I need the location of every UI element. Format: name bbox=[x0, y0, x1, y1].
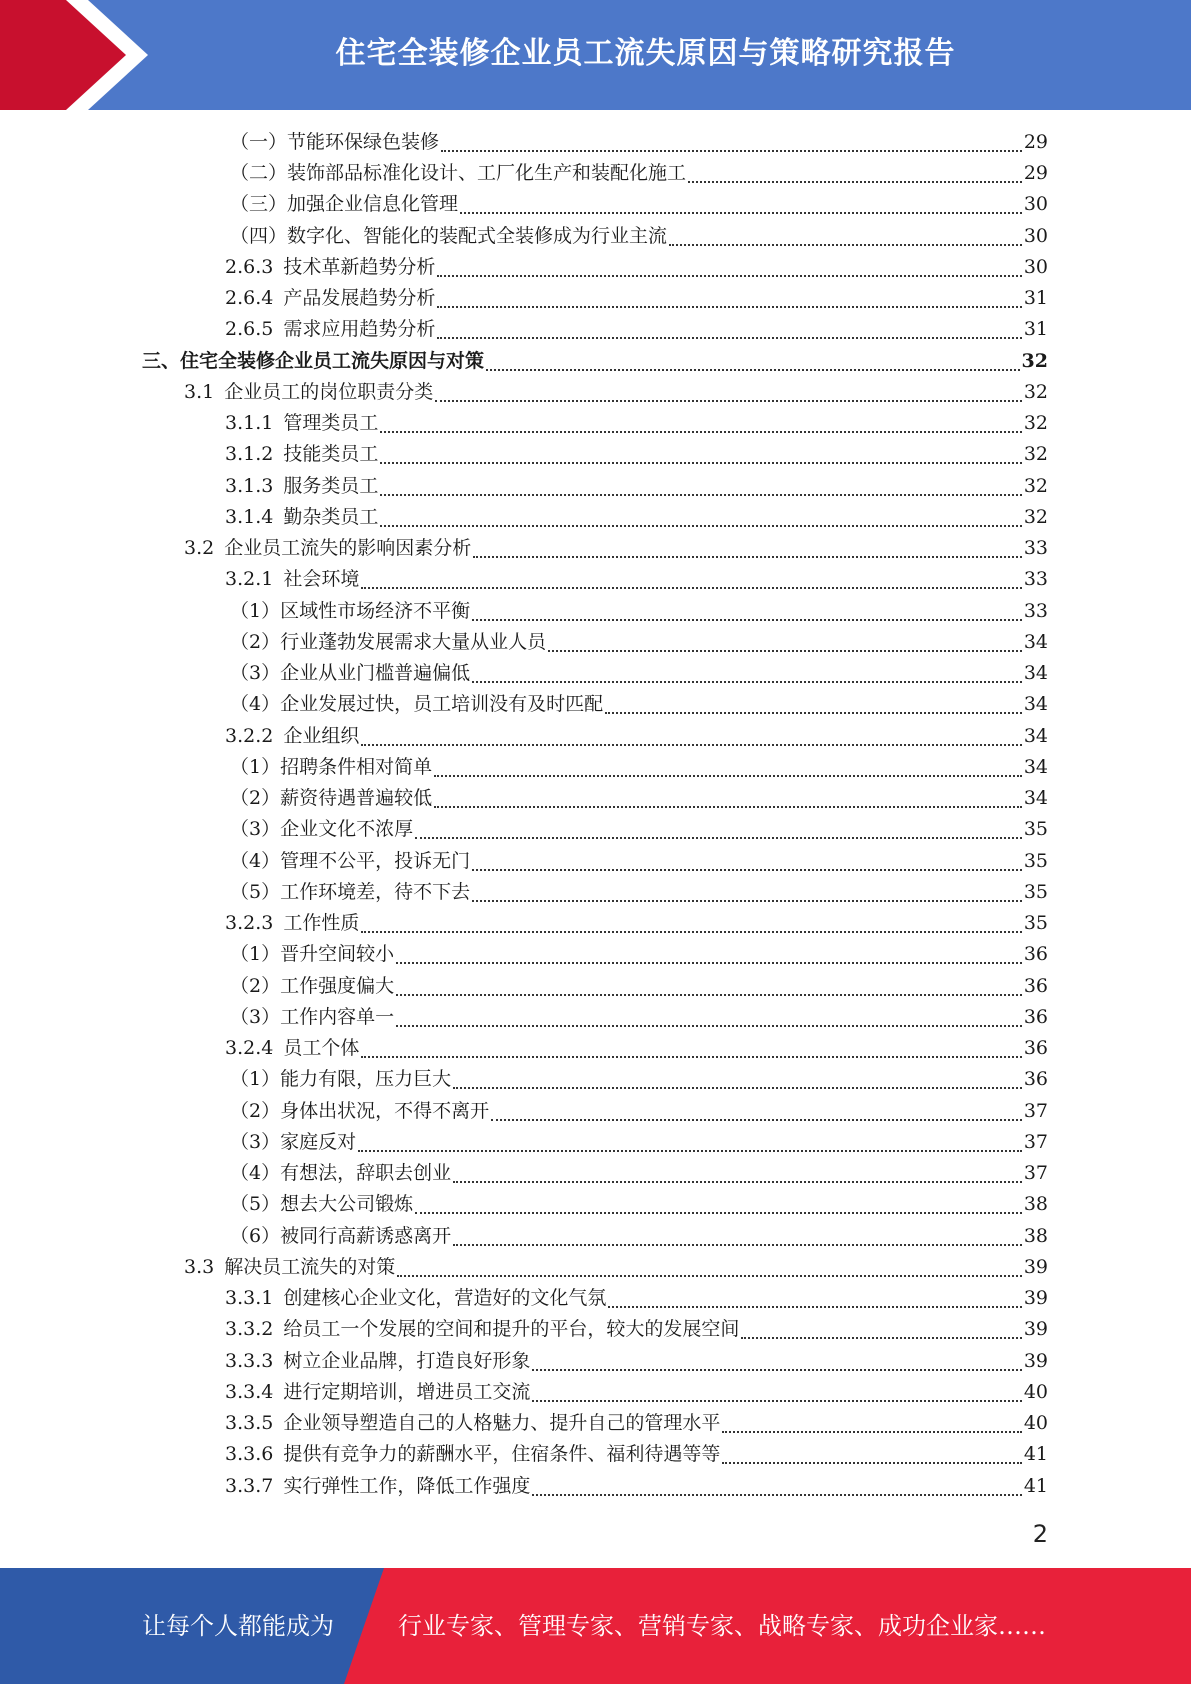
toc-entry-title: （1）晋升空间较小 bbox=[230, 943, 395, 965]
toc-entry[interactable] bbox=[230, 658, 1048, 689]
toc-entry-number: 3.3.1 bbox=[225, 1287, 274, 1309]
toc-entry-page: 32 bbox=[1021, 350, 1048, 372]
toc-entry-page: 30 bbox=[1023, 193, 1048, 215]
toc-leader bbox=[741, 1337, 1021, 1339]
toc-entry-title: （二）装饰部品标准化设计、工厂化生产和装配化施工 bbox=[230, 162, 687, 184]
toc-leader bbox=[437, 306, 1021, 308]
toc-entry[interactable] bbox=[225, 908, 1048, 939]
toc-entry[interactable] bbox=[184, 377, 1048, 408]
toc-entry-page: 34 bbox=[1023, 725, 1048, 747]
toc-entry[interactable] bbox=[225, 283, 1048, 314]
toc-entry-number: 3.2.3 bbox=[225, 912, 274, 934]
toc-leader bbox=[486, 369, 1020, 371]
toc-entry-title: 三、住宅全装修企业员工流失原因与对策 bbox=[142, 350, 485, 372]
toc-entry-number: 3.1 bbox=[184, 381, 215, 403]
toc-entry[interactable] bbox=[230, 689, 1048, 720]
toc-leader bbox=[472, 681, 1022, 683]
toc-entry[interactable] bbox=[230, 846, 1048, 877]
toc-leader bbox=[453, 1181, 1022, 1183]
toc-entry-title: 给员工一个发展的空间和提升的平台，较大的发展空间 bbox=[283, 1318, 740, 1340]
toc-entry-page: 31 bbox=[1023, 287, 1048, 309]
toc-entry-page: 36 bbox=[1023, 975, 1048, 997]
toc-entry[interactable] bbox=[230, 939, 1048, 970]
toc-entry-page: 32 bbox=[1023, 381, 1048, 403]
toc-leader bbox=[532, 1494, 1021, 1496]
toc-entry[interactable] bbox=[225, 1471, 1048, 1502]
toc-leader bbox=[472, 869, 1022, 871]
toc-leader bbox=[361, 587, 1021, 589]
toc-entry-title: 进行定期培训，增进员工交流 bbox=[283, 1381, 531, 1403]
toc-entry-page: 34 bbox=[1023, 631, 1048, 653]
toc-leader bbox=[415, 837, 1022, 839]
toc-leader bbox=[358, 1150, 1022, 1152]
toc-entry-title: （3）家庭反对 bbox=[230, 1131, 357, 1153]
toc-entry[interactable] bbox=[184, 1252, 1048, 1283]
toc-entry-page: 40 bbox=[1023, 1412, 1048, 1434]
toc-leader bbox=[532, 1369, 1021, 1371]
toc-entry-title: 企业员工的岗位职责分类 bbox=[224, 381, 434, 403]
toc-entry[interactable] bbox=[225, 471, 1048, 502]
toc-leader bbox=[435, 400, 1022, 402]
toc-entry-title: （2）薪资待遇普遍较低 bbox=[230, 787, 433, 809]
toc-leader bbox=[380, 525, 1021, 527]
toc-entry[interactable] bbox=[230, 221, 1048, 252]
toc-entry-title: 树立企业品牌，打造良好形象 bbox=[283, 1350, 531, 1372]
toc-entry[interactable] bbox=[230, 1002, 1048, 1033]
toc-entry-number: 3.2.4 bbox=[225, 1037, 274, 1059]
toc-leader bbox=[437, 337, 1021, 339]
toc-leader bbox=[722, 1431, 1021, 1433]
toc-entry-page: 29 bbox=[1023, 162, 1048, 184]
toc-leader bbox=[361, 1056, 1021, 1058]
toc-leader bbox=[688, 181, 1022, 183]
toc-entry-number: 3.3.5 bbox=[225, 1412, 274, 1434]
toc-entry-page: 39 bbox=[1023, 1318, 1048, 1340]
toc-entry-number: 3.3 bbox=[184, 1256, 215, 1278]
toc-entry[interactable] bbox=[225, 721, 1048, 752]
toc-entry-page: 30 bbox=[1023, 256, 1048, 278]
toc-entry[interactable] bbox=[230, 814, 1048, 845]
toc-leader bbox=[472, 900, 1022, 902]
toc-entry-page: 33 bbox=[1023, 600, 1048, 622]
toc-entry-page: 34 bbox=[1023, 787, 1048, 809]
toc-entry-number: 3.1.4 bbox=[225, 506, 274, 528]
toc-entry-page: 32 bbox=[1023, 506, 1048, 528]
toc-entry[interactable] bbox=[225, 1408, 1048, 1439]
toc-entry[interactable] bbox=[230, 158, 1048, 189]
toc-leader bbox=[532, 1400, 1021, 1402]
toc-entry-title: 技能类员工 bbox=[283, 443, 379, 465]
toc-entry-title: 勤杂类员工 bbox=[283, 506, 379, 528]
toc-leader bbox=[605, 712, 1022, 714]
toc-entry-page: 32 bbox=[1023, 475, 1048, 497]
toc-entry-number: 3.3.7 bbox=[225, 1475, 274, 1497]
toc-leader bbox=[473, 556, 1022, 558]
toc-entry[interactable] bbox=[184, 533, 1048, 564]
toc-entry-page: 38 bbox=[1023, 1225, 1048, 1247]
toc-entry[interactable] bbox=[225, 1314, 1048, 1345]
toc-entry[interactable] bbox=[230, 971, 1048, 1002]
toc-entry-title: （2）身体出状况，不得不离开 bbox=[230, 1100, 490, 1122]
toc-leader bbox=[380, 431, 1021, 433]
toc-entry-page: 37 bbox=[1023, 1100, 1048, 1122]
toc-entry-title: （一）节能环保绿色装修 bbox=[230, 131, 440, 153]
toc-entry[interactable] bbox=[225, 1283, 1048, 1314]
toc-leader bbox=[441, 150, 1022, 152]
toc-entry-number: 3.3.4 bbox=[225, 1381, 274, 1403]
toc-entry[interactable] bbox=[225, 252, 1048, 283]
toc-leader bbox=[608, 1306, 1021, 1308]
toc-entry[interactable] bbox=[230, 189, 1048, 220]
toc-leader bbox=[453, 1244, 1022, 1246]
toc-entry-page: 40 bbox=[1023, 1381, 1048, 1403]
toc-entry-page: 34 bbox=[1023, 756, 1048, 778]
footer-slogan-left: 让每个人都能成为 bbox=[142, 1612, 334, 1640]
toc-leader bbox=[548, 650, 1022, 652]
toc-leader bbox=[361, 931, 1021, 933]
toc-entry[interactable] bbox=[230, 596, 1048, 627]
toc-entry-page: 38 bbox=[1023, 1193, 1048, 1215]
toc-entry-title: 提供有竞争力的薪酬水平，住宿条件、福利待遇等等 bbox=[283, 1443, 721, 1465]
toc-entry[interactable] bbox=[225, 1377, 1048, 1408]
toc-leader bbox=[361, 744, 1021, 746]
toc-entry-title: （3）工作内容单一 bbox=[230, 1006, 395, 1028]
toc-entry-title: （1）区域性市场经济不平衡 bbox=[230, 600, 471, 622]
toc-entry-page: 39 bbox=[1023, 1256, 1048, 1278]
toc-entry-page: 31 bbox=[1023, 318, 1048, 340]
toc-entry[interactable] bbox=[225, 1033, 1048, 1064]
toc-entry[interactable] bbox=[230, 127, 1048, 158]
toc-leader bbox=[434, 806, 1022, 808]
toc-entry-number: 3.2 bbox=[184, 537, 215, 559]
toc-entry-title: 需求应用趋势分析 bbox=[283, 318, 436, 340]
toc-leader bbox=[396, 994, 1022, 996]
toc-leader bbox=[396, 962, 1022, 964]
toc-leader bbox=[380, 494, 1021, 496]
toc-leader bbox=[380, 462, 1021, 464]
toc-entry[interactable] bbox=[225, 1346, 1048, 1377]
toc-entry-page: 37 bbox=[1023, 1162, 1048, 1184]
toc-entry-title: 员工个体 bbox=[283, 1037, 360, 1059]
toc-entry[interactable] bbox=[230, 627, 1048, 658]
toc-leader bbox=[722, 1462, 1021, 1464]
toc-leader bbox=[397, 1275, 1022, 1277]
toc-entry[interactable] bbox=[230, 1158, 1048, 1189]
toc-entry-number: 3.3.3 bbox=[225, 1350, 274, 1372]
toc-leader bbox=[453, 1087, 1022, 1089]
toc-entry[interactable] bbox=[225, 314, 1048, 345]
toc-entry[interactable] bbox=[230, 1189, 1048, 1220]
toc-entry-page: 39 bbox=[1023, 1287, 1048, 1309]
toc-entry[interactable] bbox=[225, 439, 1048, 470]
toc-entry-title: 解决员工流失的对策 bbox=[224, 1256, 396, 1278]
toc-entry[interactable] bbox=[230, 1096, 1048, 1127]
toc-entry-title: （5）想去大公司锻炼 bbox=[230, 1193, 414, 1215]
document-title: 住宅全装修企业员工流失原因与策略研究报告 bbox=[335, 36, 956, 71]
toc-entry-page: 35 bbox=[1023, 850, 1048, 872]
toc-entry-number: 3.1.3 bbox=[225, 475, 274, 497]
toc-entry-title: （2）工作强度偏大 bbox=[230, 975, 395, 997]
toc-entry-page: 29 bbox=[1023, 131, 1048, 153]
toc-entry[interactable] bbox=[230, 1127, 1048, 1158]
toc-entry-page: 36 bbox=[1023, 1037, 1048, 1059]
toc-entry-title: 产品发展趋势分析 bbox=[283, 287, 436, 309]
toc-leader bbox=[434, 775, 1022, 777]
toc-chapter-entry[interactable] bbox=[142, 346, 1048, 377]
toc-entry-page: 32 bbox=[1023, 443, 1048, 465]
toc-entry-title: 工作性质 bbox=[283, 912, 360, 934]
toc-entry[interactable] bbox=[230, 1221, 1048, 1252]
toc-entry-number: 3.3.2 bbox=[225, 1318, 274, 1340]
toc-entry[interactable] bbox=[230, 877, 1048, 908]
page-footer bbox=[0, 1568, 1191, 1684]
toc-leader bbox=[415, 1212, 1022, 1214]
toc-entry-title: （3）企业从业门槛普遍偏低 bbox=[230, 662, 471, 684]
page-header bbox=[0, 0, 1191, 110]
toc-entry-page: 34 bbox=[1023, 693, 1048, 715]
toc-entry-number: 3.2.1 bbox=[225, 568, 274, 590]
toc-entry-page: 32 bbox=[1023, 412, 1048, 434]
page-number: 2 bbox=[1032, 1520, 1048, 1548]
toc-entry[interactable] bbox=[230, 783, 1048, 814]
toc-entry-title: （四）数字化、智能化的装配式全装修成为行业主流 bbox=[230, 225, 668, 247]
toc-entry-title: （4）企业发展过快，员工培训没有及时匹配 bbox=[230, 693, 604, 715]
toc-entry-number: 3.1.1 bbox=[225, 412, 274, 434]
toc-entry-title: （3）企业文化不浓厚 bbox=[230, 818, 414, 840]
toc-entry-page: 36 bbox=[1023, 1006, 1048, 1028]
toc-entry-number: 2.6.4 bbox=[225, 287, 274, 309]
toc-leader bbox=[491, 1119, 1022, 1121]
toc-entry-title: （三）加强企业信息化管理 bbox=[230, 193, 459, 215]
toc-leader bbox=[437, 275, 1021, 277]
toc-entry-page: 34 bbox=[1023, 662, 1048, 684]
toc-entry[interactable] bbox=[225, 564, 1048, 595]
toc-entry[interactable] bbox=[225, 408, 1048, 439]
toc-entry[interactable] bbox=[230, 1064, 1048, 1095]
toc-entry-page: 33 bbox=[1023, 537, 1048, 559]
toc-entry-title: （2）行业蓬勃发展需求大量从业人员 bbox=[230, 631, 547, 653]
toc-entry-number: 2.6.5 bbox=[225, 318, 274, 340]
toc-entry[interactable] bbox=[225, 1439, 1048, 1470]
toc-leader bbox=[472, 619, 1022, 621]
toc-entry[interactable] bbox=[225, 502, 1048, 533]
toc-entry-title: （4）有想法，辞职去创业 bbox=[230, 1162, 452, 1184]
toc-entry-title: 企业领导塑造自己的人格魅力、提升自己的管理水平 bbox=[283, 1412, 721, 1434]
toc-entry-page: 35 bbox=[1023, 881, 1048, 903]
toc-entry-page: 41 bbox=[1023, 1475, 1048, 1497]
footer-slogan-right: 行业专家、管理专家、营销专家、战略专家、成功企业家…… bbox=[398, 1612, 1046, 1640]
toc-entry-number: 3.1.2 bbox=[225, 443, 274, 465]
toc-entry-page: 35 bbox=[1023, 912, 1048, 934]
toc-entry-title: 服务类员工 bbox=[283, 475, 379, 497]
toc-entry-number: 2.6.3 bbox=[225, 256, 274, 278]
toc-entry-title: 管理类员工 bbox=[283, 412, 379, 434]
toc-entry-title: （4）管理不公平，投诉无门 bbox=[230, 850, 471, 872]
toc-entry-title: 技术革新趋势分析 bbox=[283, 256, 436, 278]
toc-entry-title: 社会环境 bbox=[283, 568, 360, 590]
toc-entry-title: 企业员工流失的影响因素分析 bbox=[224, 537, 472, 559]
toc-entry-title: （5）工作环境差，待不下去 bbox=[230, 881, 471, 903]
toc-entry-page: 41 bbox=[1023, 1443, 1048, 1465]
toc-entry-title: 企业组织 bbox=[283, 725, 360, 747]
toc-entry-page: 36 bbox=[1023, 1068, 1048, 1090]
toc-entry-page: 30 bbox=[1023, 225, 1048, 247]
toc-entry-page: 39 bbox=[1023, 1350, 1048, 1372]
toc-entry-title: （1）招聘条件相对简单 bbox=[230, 756, 433, 778]
toc-leader bbox=[460, 212, 1022, 214]
toc-leader bbox=[669, 244, 1022, 246]
toc-entry-page: 37 bbox=[1023, 1131, 1048, 1153]
toc-leader bbox=[396, 1025, 1022, 1027]
toc-entry-title: （6）被同行高薪诱惑离开 bbox=[230, 1225, 452, 1247]
toc-entry-page: 36 bbox=[1023, 943, 1048, 965]
toc-entry[interactable] bbox=[230, 752, 1048, 783]
toc-entry-page: 35 bbox=[1023, 818, 1048, 840]
toc-entry-number: 3.2.2 bbox=[225, 725, 274, 747]
toc-entry-title: 创建核心企业文化，营造好的文化气氛 bbox=[283, 1287, 607, 1309]
toc-entry-page: 33 bbox=[1023, 568, 1048, 590]
toc-entry-title: （1）能力有限，压力巨大 bbox=[230, 1068, 452, 1090]
toc-entry-title: 实行弹性工作，降低工作强度 bbox=[283, 1475, 531, 1497]
toc-entry-number: 3.3.6 bbox=[225, 1443, 274, 1465]
